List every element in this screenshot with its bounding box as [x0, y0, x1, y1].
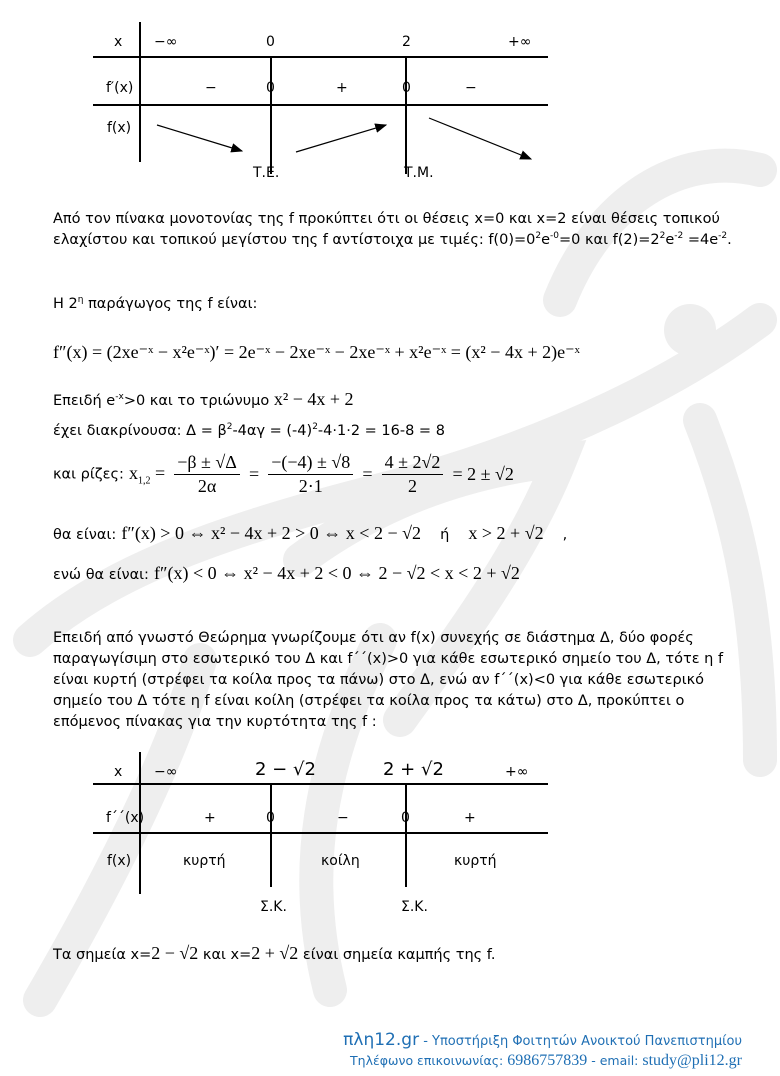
- roots-line: και ρίζες: $x_{1,2}$ = $\frac{-\beta \pm √\Delta}{2\alpha}$ = $\frac{-(-4) \pm √8}{2\cdot 1}$ = $\frac{4 \pm 2√2}{2}$ = 2 ± √2: [53, 452, 514, 496]
- table1-sign-3: −: [465, 80, 477, 96]
- inflection-conclusion: Τα σημεία x=2 − √2 και x=2 + √2 είναι σημεία καμπής της f.: [53, 943, 496, 963]
- table1-x-0: 0: [266, 34, 275, 50]
- table2-x-root-2: 2 + √2: [383, 759, 444, 780]
- second-derivative-equation: f″(x) = (2xe⁻ˣ − x²e⁻ˣ)′ = 2e⁻ˣ − 2xe⁻ˣ − 2xe⁻ˣ + x²e⁻ˣ = (x² − 4x + 2)e⁻ˣ: [53, 342, 580, 362]
- footer-email-link[interactable]: study@pli12.gr: [642, 1052, 742, 1069]
- conclusion-line-2: ελαχίστου και τοπικού μεγίστου της f αντίστοιχα με τιμές: $f(0)=0^2e^{-0}=0$ και $f(2)=2^2e^{-2} =4e^{-2}$.: [53, 231, 732, 248]
- theorem-line: παραγωγίσιμη στο εσωτερικό του Δ και f΄΄(x)>0 για κάθε εσωτερικό σημείο του Δ, τότε η f: [53, 651, 724, 667]
- theorem-line: επόμενος πίνακας για την κυρτότητα της f :: [53, 714, 377, 730]
- second-derivative-heading: Η $2^\eta$ παράγωγος της f είναι:: [53, 295, 258, 312]
- table2-x-root-1: 2 − √2: [255, 759, 316, 780]
- table2-convex-1: κυρτή: [183, 853, 226, 869]
- table2-label-x: x: [114, 764, 123, 780]
- table2-label-f: f(x): [107, 853, 132, 869]
- table2-divider-1: [270, 783, 272, 887]
- table1-sign-2: +: [336, 80, 348, 96]
- table1-x-pos-inf: +∞: [508, 34, 532, 50]
- table2-sign-1: +: [204, 810, 216, 826]
- table2-concave: κοίλη: [321, 853, 360, 869]
- negative-condition-line: ενώ θα είναι: f″(x) < 0 ⇔ x² − 4x + 2 < 0 ⇔ 2 − √2 < x < 2 + √2: [53, 563, 520, 583]
- concavity-theorem: [53, 628, 763, 733]
- footer-brand[interactable]: πλη12.gr: [343, 1030, 420, 1050]
- table1-x-neg-inf: −∞: [154, 34, 178, 50]
- table2-rule-2: [93, 832, 548, 834]
- arrow-decreasing-1: [157, 125, 242, 151]
- arrow-increasing: [296, 125, 386, 152]
- table2-label-fdoubleprime: f΄΄(x): [106, 810, 145, 826]
- footer-line-2: Τηλέφωνο επικοινωνίας: 6986757839 - email: study@pli12.gr: [350, 1052, 742, 1069]
- trinomial-intro: Επειδή $e^{-x}>0$ και το τριώνυμο x² − 4x + 2: [53, 389, 354, 409]
- table2-divider-2: [405, 783, 407, 887]
- discriminant-line: έχει διακρίνουσα: $\Delta = \beta^2-4\alpha\gamma = (-4)^2-4\cdot 1\cdot 2 = 16-8 = 8$: [53, 422, 445, 439]
- table2-inflection-label-1: Σ.Κ.: [260, 899, 287, 915]
- table1-local-min-label: Τ.Ε.: [253, 165, 280, 181]
- table2-x-neg-inf: −∞: [154, 764, 178, 780]
- positive-condition-line: θα είναι: f″(x) > 0 ⇔ x² − 4x + 2 > 0 ⇔ x < 2 − √2 ή x > 2 + √2 ,: [53, 523, 568, 543]
- theorem-line: σημείο του Δ τότε η f είναι κοίλη (στρέφει τα κοίλα προς τα κάτω) στο Δ, προκύπτει ο: [53, 693, 685, 709]
- table1-zero-1: 0: [266, 80, 275, 96]
- table1-label-f: f(x): [107, 120, 132, 136]
- table2-zero-1: 0: [266, 810, 275, 826]
- arrow-decreasing-2: [429, 118, 531, 159]
- table2-inflection-label-2: Σ.Κ.: [401, 899, 428, 915]
- table1-x-2: 2: [402, 34, 411, 50]
- table2-convex-2: κυρτή: [454, 853, 497, 869]
- table2-rule-1: [93, 783, 548, 785]
- table1-arrows: [0, 0, 780, 200]
- table2-x-pos-inf: +∞: [505, 764, 529, 780]
- theorem-line: είναι κυρτή (στρέφει τα κοίλα προς τα πάνω) στο Δ, ενώ αν f΄΄(x)<0 για κάθε εσωτερικό: [53, 672, 705, 688]
- footer-phone: 6986757839: [507, 1052, 588, 1069]
- table1-label-x: x: [114, 34, 123, 50]
- table1-label-fprime: f′(x): [106, 80, 134, 96]
- table1-sign-1: −: [205, 80, 217, 96]
- theorem-line: Επειδή από γνωστό Θεώρημα γνωρίζουμε ότι αν f(x) συνεχής σε διάστημα Δ, δύο φορές: [53, 630, 694, 646]
- table2-sign-2: −: [337, 810, 349, 826]
- table1-local-max-label: Τ.Μ.: [404, 165, 434, 181]
- table2-zero-2: 0: [401, 810, 410, 826]
- table1-zero-2: 0: [402, 80, 411, 96]
- conclusion-line-1: Από τον πίνακα μονοτονίας της f προκύπτει ότι οι θέσεις x=0 και x=2 είναι θέσεις τοπικού: [53, 211, 720, 227]
- monotonicity-conclusion: [53, 209, 763, 251]
- footer-line-1: πλη12.gr - Υποστήριξη Φοιτητών Ανοικτού Πανεπιστημίου: [343, 1030, 742, 1050]
- table2-sign-3: +: [464, 810, 476, 826]
